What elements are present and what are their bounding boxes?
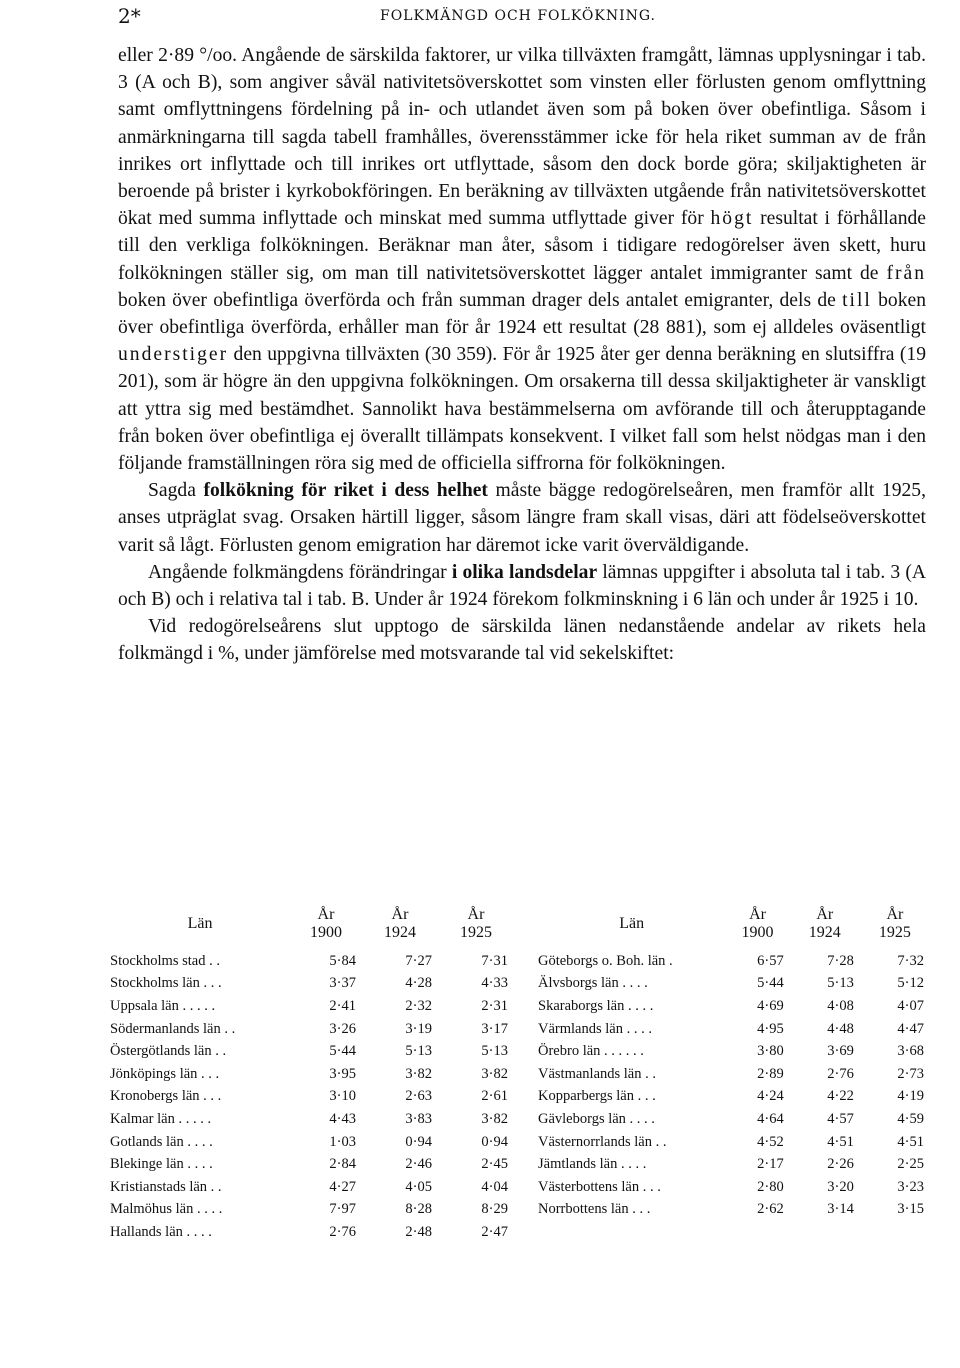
share-value-1924: 2·63 (405, 1088, 432, 1105)
page-number: 2* (118, 4, 141, 28)
paragraph (118, 42, 926, 477)
table-row (538, 1131, 930, 1154)
share-value-1900: 5·44 (329, 1043, 356, 1060)
share-value-1925: 4·33 (481, 975, 508, 992)
county-name: Göteborgs o. Boh. län . (538, 952, 673, 969)
table-row (110, 1018, 514, 1041)
header-year-1900: År 1900 (310, 906, 342, 941)
share-value-1900: 2·84 (329, 1156, 356, 1173)
table-row (538, 1063, 930, 1086)
county-name: Örebro län . . . . . . (538, 1043, 644, 1060)
share-value-1924: 2·76 (827, 1065, 854, 1082)
running-title: FOLKMÄNGD OCH FOLKÖKNING. (379, 8, 657, 24)
table-row (538, 995, 930, 1018)
county-name: Norrbottens län . . . (538, 1201, 651, 1218)
share-value-1900: 2·62 (757, 1201, 784, 1218)
county-name: Uppsala län . . . . . (110, 997, 216, 1014)
paragraph (118, 477, 926, 559)
county-name: Kronobergs län . . . (110, 1088, 222, 1105)
share-value-1900: 2·17 (757, 1156, 784, 1173)
share-value-1900: 3·26 (329, 1020, 356, 1037)
share-value-1900: 4·43 (329, 1110, 356, 1127)
text-run: måste bägge redogörelseåren, men framför allt 1925, anses utpräglat svag. Orsaken härtill ligger, såsom längre fram skall visas, däri att födelseöverskottet varit så lågt. Förlusten genom emigration har däremot icke varit överväldigande. (118, 480, 926, 556)
text-run: lämnas uppgifter i absoluta tal i tab. 3 (A och B) och i relativa tal i tab. B. Under år 1924 förekom folkminskning i 6 län och under år 1925 i 10. (118, 561, 927, 611)
share-value-1900: 7·97 (329, 1201, 356, 1218)
table-row (538, 973, 930, 996)
share-value-1900: 6·57 (757, 952, 784, 969)
share-value-1924: 3·82 (405, 1065, 432, 1082)
county-name: Västmanlands län . . (538, 1065, 656, 1082)
text-run: Angående folkmängdens förändringar (148, 561, 452, 583)
share-value-1925: 8·29 (481, 1201, 508, 1218)
share-value-1925: 2·73 (897, 1065, 924, 1082)
share-value-1925: 2·47 (481, 1223, 508, 1240)
share-value-1924: 3·83 (405, 1110, 432, 1127)
page-header (118, 4, 918, 32)
share-value-1900: 4·27 (329, 1178, 356, 1195)
header-year-1925: År 1925 (460, 906, 492, 941)
county-table-right (538, 906, 930, 1221)
county-name: Älvsborgs län . . . . (538, 975, 648, 992)
share-value-1900: 1·03 (329, 1133, 356, 1150)
share-value-1925: 3·17 (481, 1020, 508, 1037)
share-value-1900: 4·52 (757, 1133, 784, 1150)
share-value-1924: 2·32 (405, 997, 432, 1014)
county-name: Gotlands län . . . . (110, 1133, 213, 1150)
share-value-1924: 4·51 (827, 1133, 854, 1150)
share-value-1900: 2·89 (757, 1065, 784, 1082)
share-value-1900: 4·64 (757, 1110, 784, 1127)
county-name: Malmöhus län . . . . (110, 1201, 223, 1218)
share-value-1925: 4·59 (897, 1110, 924, 1127)
share-value-1924: 2·48 (405, 1223, 432, 1240)
header-year-1924: År 1924 (808, 906, 841, 941)
share-value-1925: 4·51 (897, 1133, 924, 1150)
share-value-1925: 7·32 (897, 952, 924, 969)
header-lan: Län (619, 915, 645, 932)
share-value-1925: 3·23 (897, 1178, 924, 1195)
text-run: den uppgivna tillväxten (30 359). För år 1925 åter ger denna beräkning en slutsiffra (19 201), som är högre än den uppgivna folkökningen. Om orsakerna till dessa skiljaktigheter är vanskligt att yttra sig med bestämdhet. Sannolikt hava bestämmelserna om avförande till och återupptagande från boken över obefintliga ej överallt tillämpats konsekvent. I vilket fall som helst nödgas man i den följande framställningen röra sig med de officiella siffrorna för folkökningen. (118, 344, 926, 475)
header-year-1900: År 1900 (741, 906, 774, 941)
share-value-1925: 4·07 (897, 997, 924, 1014)
text-run: Vid redogörelseårens slut upptogo de särskilda länen nedanstående andelar av rikets hela folkmängd i %, under jämförelse med motsvarande tal vid sekelskiftet: (118, 616, 926, 665)
text-run: resultat i förhållande till den verkliga folkökningen. Beräknar man åter, såsom i tidigare redogörelser även skett, huru folkökningen ställer sig, om man till nativitetsöverskottet lägger antalet immigranter samt de (118, 208, 926, 284)
share-value-1924: 7·28 (827, 952, 854, 969)
share-value-1924: 4·22 (827, 1088, 854, 1105)
table-row (110, 1153, 514, 1176)
table-row (110, 1176, 514, 1199)
emphasis-text: understiger (118, 344, 229, 366)
share-value-1924: 3·20 (827, 1178, 854, 1195)
share-value-1900: 3·10 (329, 1088, 356, 1105)
body-text (118, 42, 926, 668)
county-name: Hallands län . . . . (110, 1223, 212, 1240)
share-value-1924: 0·94 (405, 1133, 432, 1150)
text-run: Sagda (148, 480, 204, 502)
share-value-1925: 2·45 (481, 1156, 508, 1173)
share-value-1925: 2·25 (897, 1156, 924, 1173)
share-value-1900: 5·44 (757, 975, 784, 992)
county-name: Västerbottens län . . . (538, 1178, 661, 1195)
emphasis-text: folkökning för riket i dess helhet (203, 480, 488, 502)
table-row (110, 973, 514, 996)
table-row (538, 1108, 930, 1131)
share-value-1925: 4·04 (481, 1178, 508, 1195)
county-name: Jämtlands län . . . . (538, 1156, 647, 1173)
emphasis-text: till (842, 289, 872, 311)
table-row (110, 1221, 514, 1244)
share-value-1924: 3·14 (827, 1201, 854, 1218)
table-row (538, 1199, 930, 1222)
share-value-1924: 5·13 (827, 975, 854, 992)
emphasis-text: i olika landsdelar (451, 561, 598, 583)
paragraph (118, 559, 926, 613)
share-value-1924: 5·13 (405, 1043, 432, 1060)
county-name: Kopparbergs län . . . (538, 1088, 656, 1105)
paragraph (118, 613, 926, 667)
share-value-1924: 4·08 (827, 997, 854, 1014)
share-value-1900: 4·69 (757, 997, 784, 1014)
share-value-1900: 4·95 (757, 1020, 784, 1037)
table-row (110, 950, 514, 973)
table-row (110, 1040, 514, 1063)
county-name: Kalmar län . . . . . (110, 1110, 212, 1127)
text-run: boken över obefintliga överförda och från summan drager dels antalet emigranter, dels de (118, 289, 843, 311)
share-value-1924: 8·28 (405, 1201, 432, 1218)
share-value-1900: 3·37 (329, 975, 356, 992)
share-value-1900: 2·80 (757, 1178, 784, 1195)
table-row (110, 1131, 514, 1154)
county-name: Östergötlands län . . (110, 1043, 227, 1060)
county-name: Stockholms stad . . (110, 952, 220, 969)
county-name: Värmlands län . . . . (538, 1020, 652, 1037)
share-value-1924: 3·19 (405, 1020, 432, 1037)
share-value-1925: 7·31 (481, 952, 508, 969)
share-value-1925: 2·31 (481, 997, 508, 1014)
county-name: Blekinge län . . . . (110, 1156, 213, 1173)
county-name: Kristianstads län . . (110, 1178, 222, 1195)
table-header-row (538, 906, 930, 950)
county-name: Skaraborgs län . . . . (538, 997, 654, 1014)
share-value-1924: 3·69 (827, 1043, 854, 1060)
text-run: eller 2·89 °/oo. Angående de särskilda faktorer, ur vilka tillväxten framgått, lämnas upplysningar i tab. 3 (A och B), som angiver såväl nativitetsöverskottet som vinsten eller förlusten genom omflyttning samt omflyttningens fördelning på in- och utlandet även som på boken över obefintliga. Såsom i anmärkningarna till sagda tabell framhålles, överensstämmer icke för hela riket summan av de från inrikes ort inflyttade och till inrikes ort utflyttade, såsom den dock borde göra; skiljaktigheten är beroende på brister i kyrkobokföringen. En beräkning av tillväxten utgående från nativitetsöverskottet ökat med summa inflyttade och minskat med summa utflyttade giver för (118, 45, 926, 230)
county-name: Jönköpings län . . . (110, 1065, 220, 1082)
share-value-1924: 4·28 (405, 975, 432, 992)
header-year-1924: År 1924 (384, 906, 416, 941)
table-row (110, 995, 514, 1018)
text-run: boken över obefintliga överförda, erhåller man för år 1924 ett resultat (28 881), som ej alldeles oväsentligt (118, 289, 926, 339)
share-value-1925: 3·82 (481, 1110, 508, 1127)
share-value-1925: 0·94 (481, 1133, 508, 1150)
table-row (110, 1063, 514, 1086)
share-value-1924: 2·46 (405, 1156, 432, 1173)
share-value-1924: 2·26 (827, 1156, 854, 1173)
share-value-1900: 3·80 (757, 1043, 784, 1060)
share-value-1900: 5·84 (329, 952, 356, 969)
table-row (110, 1108, 514, 1131)
county-name: Södermanlands län . . (110, 1020, 236, 1037)
share-value-1925: 4·19 (897, 1088, 924, 1105)
share-value-1925: 4·47 (897, 1020, 924, 1037)
share-value-1900: 3·95 (329, 1065, 356, 1082)
county-table-left (110, 906, 514, 1244)
header-lan: Län (187, 915, 213, 932)
table-row (538, 1176, 930, 1199)
share-value-1900: 2·41 (329, 997, 356, 1014)
table-row (538, 1086, 930, 1109)
share-value-1925: 5·13 (481, 1043, 508, 1060)
share-value-1925: 5·12 (897, 975, 924, 992)
table-row (538, 1018, 930, 1041)
share-value-1900: 2·76 (329, 1223, 356, 1240)
county-name: Gävleborgs län . . . . (538, 1110, 655, 1127)
share-value-1924: 7·27 (405, 952, 432, 969)
share-value-1924: 4·57 (827, 1110, 854, 1127)
county-name: Stockholms län . . . (110, 975, 222, 992)
table-row (538, 1153, 930, 1176)
share-value-1925: 3·82 (481, 1065, 508, 1082)
share-value-1925: 3·68 (897, 1043, 924, 1060)
table-row (538, 1040, 930, 1063)
emphasis-text: högt (710, 208, 754, 230)
table-row (110, 1086, 514, 1109)
county-name: Västernorrlands län . . (538, 1133, 667, 1150)
share-value-1925: 2·61 (481, 1088, 508, 1105)
share-value-1924: 4·05 (405, 1178, 432, 1195)
table-header-row (110, 906, 514, 950)
share-value-1924: 4·48 (827, 1020, 854, 1037)
share-value-1900: 4·24 (757, 1088, 784, 1105)
emphasis-text: från (886, 262, 926, 284)
table-row (538, 950, 930, 973)
header-year-1925: År 1925 (878, 906, 911, 941)
share-value-1925: 3·15 (897, 1201, 924, 1218)
table-row (110, 1199, 514, 1222)
